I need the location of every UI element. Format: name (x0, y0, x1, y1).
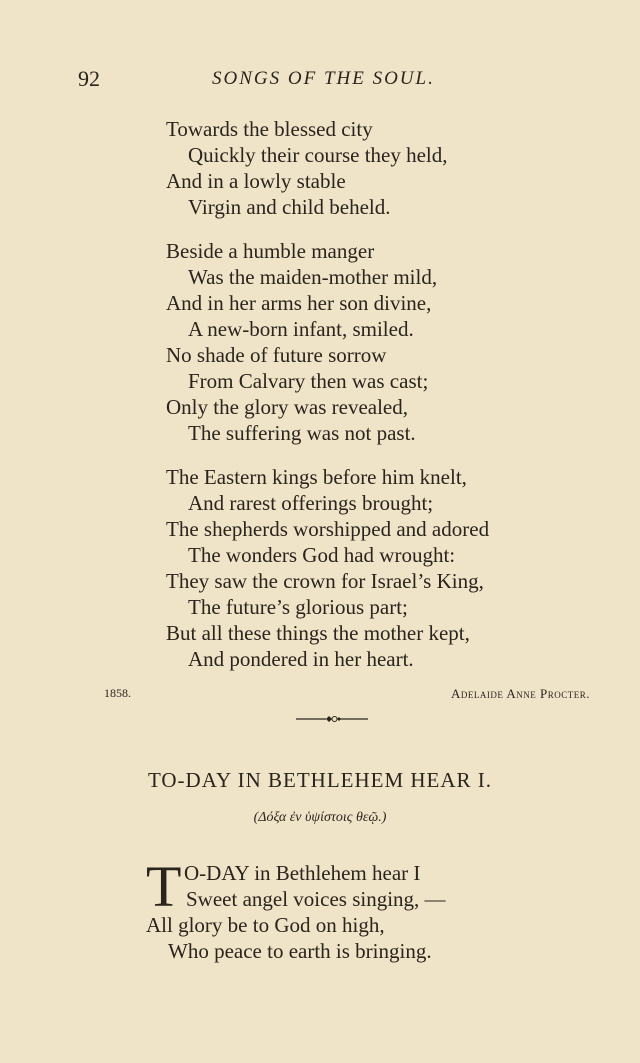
stanza (166, 116, 586, 220)
poem-line: Who peace to earth is bringing. (168, 939, 432, 963)
section-ornament (296, 712, 368, 726)
poem-line: The Eastern kings before him knelt, (166, 465, 467, 489)
poem-line: O-DAY in Bethlehem hear I (184, 861, 421, 885)
poem-line: They saw the crown for Israel’s King, (166, 569, 484, 593)
signature-row (104, 686, 590, 706)
poem-year: 1858. (104, 686, 131, 700)
poem-line: A new-born infant, smiled. (188, 317, 414, 341)
page-header (78, 66, 528, 96)
poem-line: Quickly their course they held, (188, 143, 448, 167)
poem-line: And in her arms her son divine, (166, 291, 432, 315)
poem-line: The shepherds worshipped and adored (166, 517, 490, 541)
stanza (166, 464, 586, 672)
poem-line: And rarest offerings brought; (188, 491, 434, 515)
poem-line: The future’s glorious part; (188, 595, 408, 619)
poem-line: Sweet angel voices singing, — (186, 887, 446, 911)
poem-line: The suffering was not past. (188, 421, 416, 445)
stanza-gap (166, 220, 586, 238)
poem-line: But all these things the mother kept, (166, 621, 470, 645)
stanza-gap (166, 446, 586, 464)
poem-subtitle: (Δόξα ἐν ὑψίστοις θεῷ.) (253, 810, 387, 825)
poem-line: Towards the blessed city (166, 117, 373, 141)
poem-title: TO-DAY IN BETHLEHEM HEAR I. (147, 768, 493, 792)
poem-line: The wonders God had wrought: (188, 543, 456, 567)
poem-line: From Calvary then was cast; (188, 369, 429, 393)
drop-cap: T (146, 854, 182, 919)
poem-body (166, 116, 586, 672)
poem-line: Was the maiden-mother mild, (188, 265, 438, 289)
stanza (166, 238, 586, 446)
poem-line: And pondered in her heart. (188, 647, 414, 671)
running-title: SONGS OF THE SOUL. (212, 68, 435, 89)
poem-line: Virgin and child beheld. (188, 195, 391, 219)
page-number: 92 (78, 66, 100, 91)
poem-line: All glory be to God on high, (146, 913, 385, 937)
poem-line: Beside a humble manger (166, 239, 375, 263)
poem-author: Adelaide Anne Procter. (450, 686, 590, 701)
poem-line: No shade of future sorrow (166, 343, 387, 367)
poem-line: And in a lowly stable (166, 169, 346, 193)
poem-line: Only the glory was revealed, (166, 395, 409, 419)
